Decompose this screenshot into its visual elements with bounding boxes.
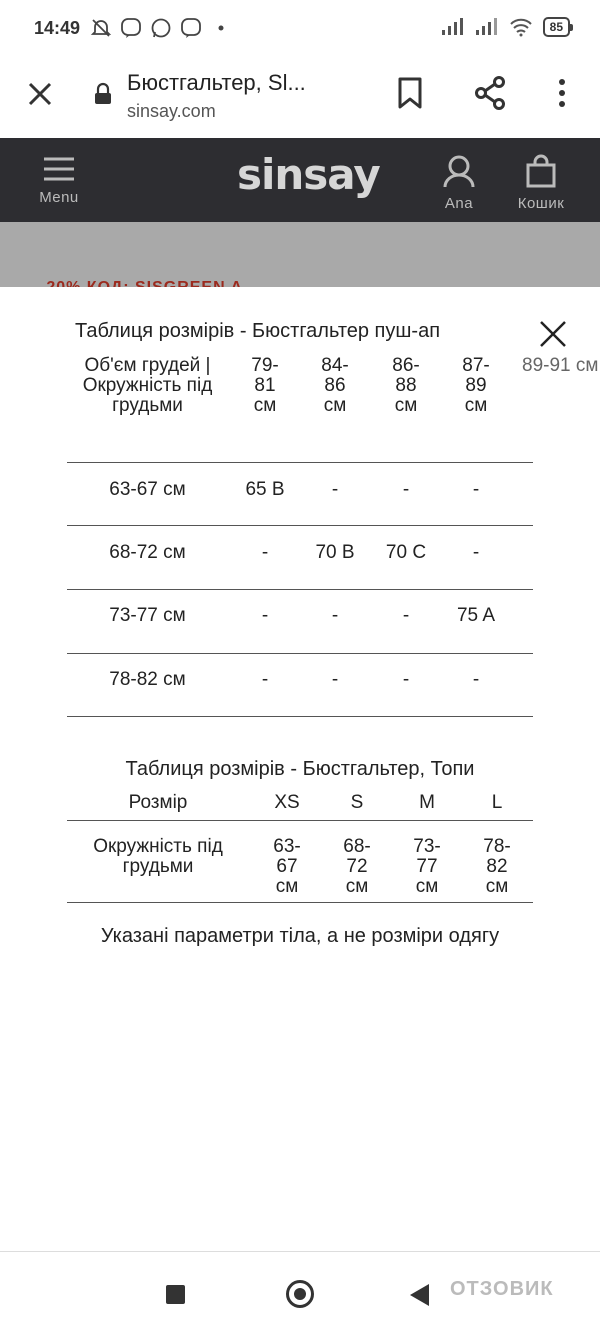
menu-label: Menu [39,189,79,206]
dot-icon [210,17,232,39]
divider [67,589,533,590]
table2-title: Таблиця розмірів - Бюстгальтер, Топи [125,758,475,780]
table2-header-cell: S [350,792,364,813]
table1-cell: - [261,669,269,690]
divider [67,653,533,654]
divider [67,716,533,717]
battery-indicator: 85 [543,17,570,37]
table2-cell: 63-67 см [273,836,301,897]
table1-header-cell: 84-86 см [321,355,349,416]
sinsay-logo[interactable]: sinsay [237,150,380,199]
viber-icon-2 [180,17,202,39]
table2-header-cell: Розмір [128,792,188,813]
table1-row-label: 73-77 см [109,605,186,626]
wifi-icon [509,17,533,37]
table1-title: Таблиця розмірів - Бюстгальтер пуш-ап [75,320,441,342]
table1-cell: 70 B [315,542,355,563]
table2-header-cell: L [491,792,503,813]
divider [67,902,533,903]
table1-cell: - [402,605,410,626]
status-time: 14:49 [34,18,81,38]
browser-toolbar [0,58,600,138]
recent-apps-button[interactable] [166,1285,185,1304]
cart-label: Кошик [517,195,565,212]
table1-cell: - [402,669,410,690]
table1-row-label: 78-82 см [109,669,186,690]
divider [67,462,533,463]
table1-cell: - [331,479,339,500]
table1-cell: 75 A [456,605,496,626]
more-options-icon[interactable] [552,76,572,110]
close-icon[interactable] [26,80,54,108]
table1-cell: - [261,605,269,626]
close-icon[interactable] [538,319,568,349]
table1-header-cell: Об'єм грудей | Окружність під грудьми [82,355,213,416]
status-bar [0,0,600,58]
notification-icons [90,17,232,39]
hamburger-icon [42,156,76,182]
table1-cell: 65 B [245,479,285,500]
menu-button[interactable] [34,156,84,214]
viber-icon [120,17,142,39]
account-button[interactable] [436,154,482,212]
table1-header-cell: 86-88 см [392,355,420,416]
table1-row-label: 68-72 см [109,542,186,563]
table1-cell: 70 C [385,542,427,563]
muted-alarm-icon [90,17,112,39]
user-icon [442,154,476,188]
table2-header-cell: M [419,792,435,813]
site-header [0,138,600,222]
table1-cell: - [261,542,269,563]
table1-cell: - [331,669,339,690]
divider [67,820,533,821]
status-right [441,17,570,37]
size-chart-modal [0,287,600,1251]
home-button[interactable] [286,1280,314,1308]
table1-row-label: 63-67 см [109,479,186,500]
table2-cell: 68-72 см [343,836,371,897]
whatsapp-icon [150,17,172,39]
signal-icon [441,18,465,36]
table1-cell: - [472,542,480,563]
shopping-bag-icon [524,154,558,188]
cart-button[interactable] [510,154,572,212]
bookmark-icon[interactable] [396,76,424,110]
page-domain[interactable]: sinsay.com [127,101,216,121]
table2-header-cell: XS [274,792,300,813]
table2-row-label: Окружність під грудьми [93,836,223,877]
table1-cell: - [472,669,480,690]
signal-icon-2 [475,18,499,36]
page-title[interactable]: Бюстгальтер, Sl... [127,70,306,95]
body-parameters-note: Указані параметри тіла, а не розміри одягу [100,925,500,947]
back-button[interactable] [410,1284,429,1306]
table2-cell: 73-77 см [413,836,441,897]
table1-header-cell-clipped: 89-91 см [522,355,599,376]
share-icon[interactable] [474,76,506,110]
lock-icon[interactable] [94,83,112,105]
table1-header-cell: 79-81 см [251,355,279,416]
table2-cell: 78-82 см [483,836,511,897]
modal-backdrop[interactable] [0,222,600,287]
table1-cell: - [402,479,410,500]
account-label: Ana [444,195,474,212]
table1-header-cell: 87-89 см [462,355,490,416]
table1-cell: - [472,479,480,500]
watermark: ОТЗОВИК [450,1278,554,1300]
table1-cell: - [331,605,339,626]
divider [67,525,533,526]
system-nav-bar [0,1251,600,1333]
